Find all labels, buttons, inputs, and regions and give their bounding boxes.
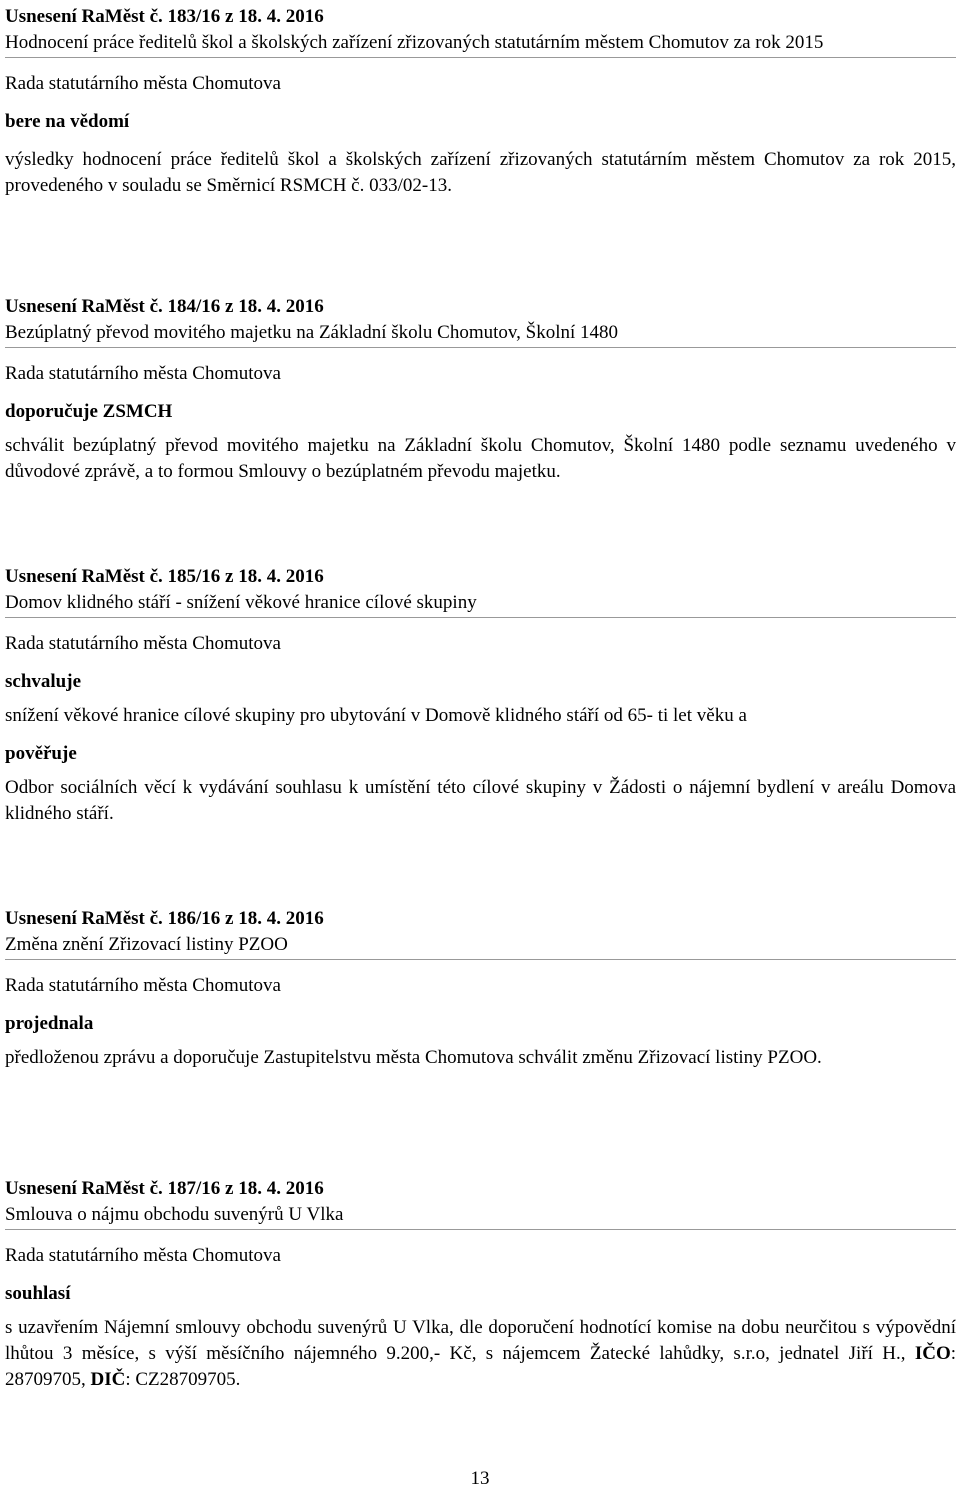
resolution-heading: Usnesení RaMěst č. 184/16 z 18. 4. 2016 — [5, 296, 324, 317]
resolution-subject: Změna znění Zřizovací listiny PZOO — [5, 932, 956, 960]
resolution-verb: souhlasí — [5, 1283, 71, 1304]
resolution-186 — [5, 906, 956, 1071]
resolution-heading: Usnesení RaMěst č. 186/16 z 18. 4. 2016 — [5, 908, 324, 929]
resolution-heading: Usnesení RaMěst č. 185/16 z 18. 4. 2016 — [5, 566, 324, 587]
resolution-text: snížení věkové hranice cílové skupiny pro ubytování v Domově klidného stáří od 65- ti let věku a — [5, 705, 747, 726]
resolution-text: Odbor sociálních věcí k vydávání souhlasu k umístění této cílové skupiny v Žádosti o nájemní bydlení v areálu Domova klidného stáří. — [5, 777, 956, 824]
resolution-text: předloženou zprávu a doporučuje Zastupitelstvu města Chomutova schválit změnu Zřizovací listiny PZOO. — [5, 1047, 822, 1068]
resolution-subject: Bezúplatný převod movitého majetku na Základní školu Chomutov, Školní 1480 — [5, 320, 956, 348]
resolution-text: schválit bezúplatný převod movitého majetku na Základní školu Chomutov, Školní 1480 podle seznamu uvedeného v důvodové zprávě, a to formou Smlouvy o bezúplatném převodu majetku. — [5, 435, 956, 482]
text-part: s uzavřením Nájemní smlouvy obchodu suvenýrů U Vlka, dle doporučení hodnotící komise na dobu neurčitou s výpovědní lhůtou 3 měsíce, s výší měsíčního nájemného 9.200,- Kč, s nájemcem Žatecké lahůdky, s.r.o, jednatel Jiří H. — [5, 1317, 956, 1364]
resolution-subject: Smlouva o nájmu obchodu suvenýrů U Vlka — [5, 1202, 956, 1230]
council-name: Rada statutárního města Chomutova — [5, 633, 281, 654]
council-name: Rada statutárního města Chomutova — [5, 73, 281, 94]
council-name: Rada statutárního města Chomutova — [5, 363, 281, 384]
text-part-bold: DIČ — [90, 1369, 126, 1390]
resolution-187 — [5, 1176, 956, 1393]
resolution-text: výsledky hodnocení práce ředitelů škol a školských zařízení zřizovaných statutárním městem Chomutov za rok 2015, provedeného v souladu se Směrnicí RSMCH č. 033/02-13. — [5, 149, 956, 196]
resolution-verb: projednala — [5, 1013, 94, 1034]
resolution-subject: Domov klidného stáří - snížení věkové hranice cílové skupiny — [5, 590, 956, 618]
resolution-heading: Usnesení RaMěst č. 187/16 z 18. 4. 2016 — [5, 1178, 324, 1199]
resolution-185 — [5, 564, 956, 827]
resolution-verb: schvaluje — [5, 671, 81, 692]
resolution-subject: Hodnocení práce ředitelů škol a školských zařízení zřizovaných statutárním městem Chomutov za rok 2015 — [5, 30, 956, 58]
council-name: Rada statutárního města Chomutova — [5, 1245, 281, 1266]
text-part: : CZ28709705. — [125, 1369, 241, 1390]
resolution-183 — [5, 4, 956, 199]
text-part: , — [900, 1343, 915, 1364]
resolution-text — [5, 1315, 956, 1393]
resolution-verb: doporučuje ZSMCH — [5, 401, 173, 422]
resolution-verb: bere na vědomí — [5, 111, 130, 132]
text-part: : 28709705, — [5, 1343, 957, 1390]
page-number: 13 — [470, 1468, 490, 1489]
resolution-verb: pověřuje — [5, 743, 77, 764]
council-name: Rada statutárního města Chomutova — [5, 975, 281, 996]
resolution-184 — [5, 294, 956, 485]
text-part-bold: IČO — [914, 1343, 951, 1364]
resolution-heading: Usnesení RaMěst č. 183/16 z 18. 4. 2016 — [5, 6, 324, 27]
